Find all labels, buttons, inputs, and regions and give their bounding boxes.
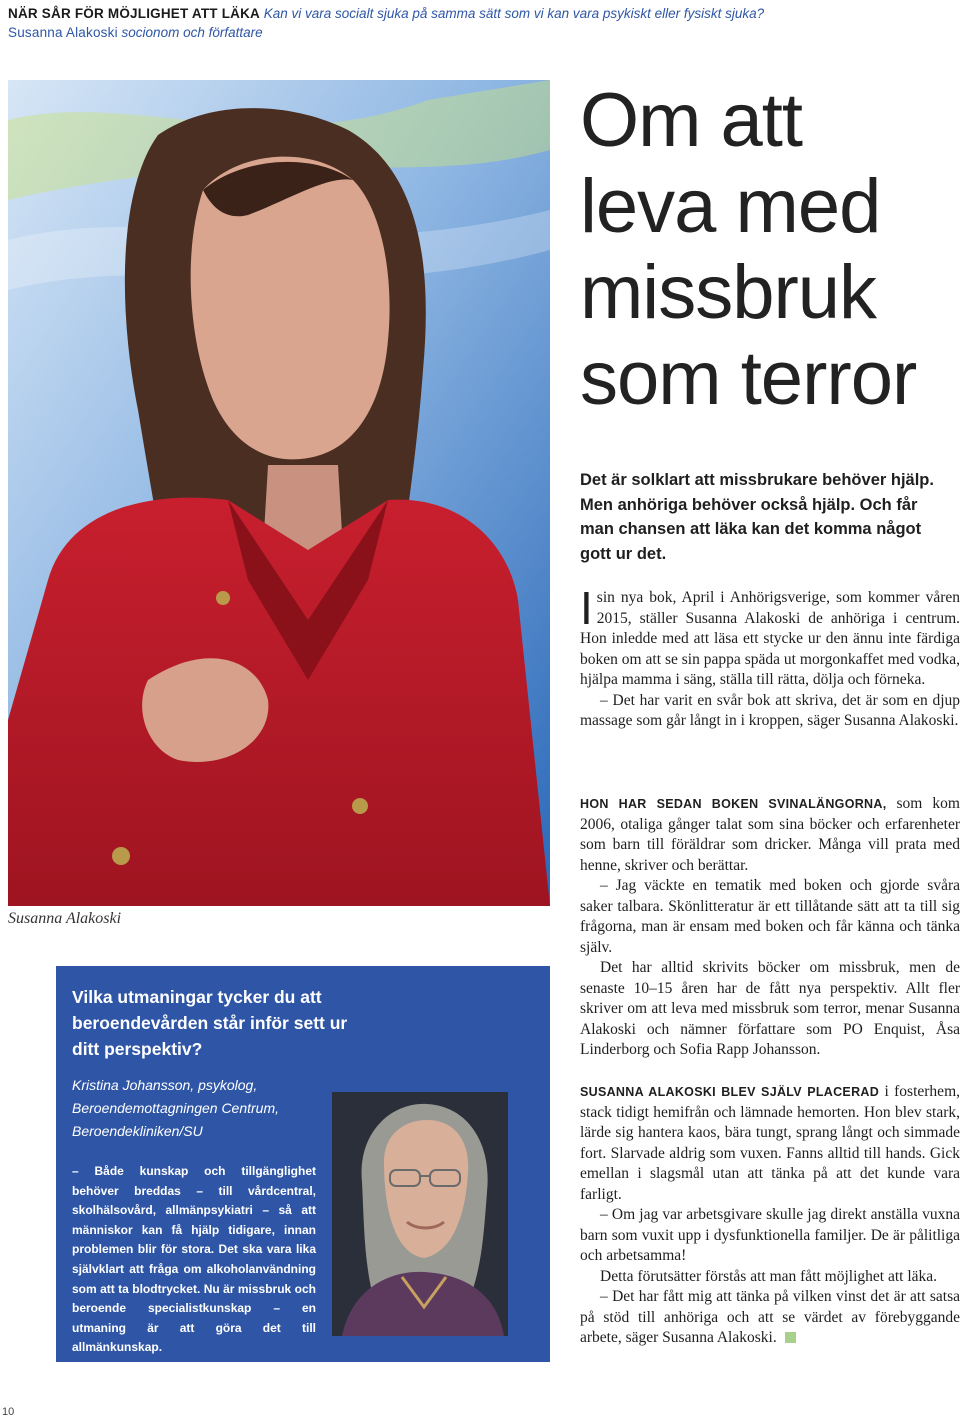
sidebar-answer: – Både kunskap och tillgänglighet behöver breddas – till vårdcentral, skolhälsovård, allmänpsykiatri – så att människor kan få hjälp tidigare, innan problemen blir för stora. Det ska vara lika självklart att fråga om alkoholanvändning som att ta blodtrycket. Nu är missbruk och beroende specialistkunskap – en utmaning är att göra det till allmänkunskap.: [72, 1164, 316, 1355]
paragraph-lead: HON HAR SEDAN BOKEN SVINALÄNGORNA,: [580, 797, 887, 811]
photo-caption: Susanna Alakoski: [8, 910, 122, 927]
author-name: Susanna Alakoski: [8, 25, 118, 40]
body-paragraph: – Jag väckte en tematik med boken och gjorde svåra saker talbara. Skönlitteratur är ett tillåtande sätt att ta till sig frågorna, man är ensam med boken och får känna och tänka själv.: [580, 877, 960, 956]
body-paragraph: Detta förutsätter förstås att man fått möjlighet att läka.: [600, 1267, 938, 1285]
body-paragraph: – Om jag var arbetsgivare skulle jag direkt anställa vuxna barn som vuxit upp i dysfunktionella familjer. De är pålitliga och arbetsamma!: [580, 1206, 960, 1264]
title-line: som terror: [580, 336, 917, 421]
sidebar-question-box: [56, 966, 550, 1362]
body-paragraph: Det har alltid skrivits böcker om missbruk, men de senaste 10–15 åren har de fått nya perspektiv. Allt fler skriver om att leva med missbruk som terror, menar Susanna Alakoski och nämner författare som PO Enquist, Åsa Linderborg och Sofia Rapp Johansson.: [580, 959, 960, 1058]
sidebar-portrait-photo: [332, 1092, 508, 1336]
title-line: Om att: [580, 78, 803, 163]
sidebar-question: Vilka utmaningar tycker du att beroendevården står inför sett ur ditt perspektiv?: [72, 987, 348, 1059]
section-question: Kan vi vara socialt sjuka på samma sätt som vi kan vara psykiskt eller fysiskt sjuka?: [263, 6, 765, 21]
page-number: 10: [2, 1406, 15, 1418]
article-title: [580, 78, 950, 422]
sidebar-person: [72, 1074, 322, 1143]
person-name: Kristina Johansson, psykolog,: [72, 1077, 258, 1093]
paragraph-lead: SUSANNA ALAKOSKI BLEV SJÄLV PLACERAD: [580, 1085, 880, 1099]
body-paragraph: – Det har fått mig att tänka på vilken vinst det är att satsa på stöd till anhöriga och att se värdet av förebyggande arbete, säger Susanna Alakoski.: [580, 1288, 960, 1346]
end-of-article-marker: [785, 1332, 796, 1343]
body-paragraph: Isin nya bok, April i Anhörigsverige, som kommer våren 2015, ställer Susanna Alakoski de anhöriga i centrum. Hon inledde med att läsa ett stycke ur den ännu inte färdiga boken om att se sin pappa späda ut morgonkaffet med vodka, hjälpa mamma i säng, ställa till rätta, dölja och förneka.: [580, 582, 960, 688]
page-header: [8, 4, 948, 42]
author-role: socionom och författare: [121, 25, 263, 40]
title-line: leva med: [580, 164, 881, 249]
main-portrait-photo: [8, 80, 550, 906]
article-body-top: [580, 582, 960, 732]
title-line: missbruk: [580, 250, 877, 335]
person-org: Beroendekliniken/SU: [72, 1123, 203, 1139]
person-org: Beroendemottagningen Centrum,: [72, 1100, 280, 1116]
article-ingress: Det är solklart att missbrukare behöver hjälp. Men anhöriga behöver också hjälp. Och får man chansen att läka kan det komma något gott ur det.: [580, 471, 934, 563]
drop-cap: I: [580, 582, 593, 634]
body-paragraph: – Det har varit en svår bok att skriva, det är som en djup massage som går långt in i kroppen, säger Susanna Alakoski.: [580, 691, 960, 729]
author-line: [8, 23, 948, 42]
article-body-middle: [580, 794, 960, 1061]
body-paragraph: SUSANNA ALAKOSKI BLEV SJÄLV PLACERAD i fosterhem, stack tidigt hemifrån och lämnade hemorten. Hon blev stark, lärde sig hantera kaos, bära tungt, sprang långt och simmade fort. Slarvade aldrig som vuxen. Fanns alltid till hands. Gick emellan i slagsmål utan att tänka på att det kunde vara farligt.: [580, 1083, 960, 1203]
article-body-bottom: [580, 1082, 960, 1349]
section-title: NÄR SÅR FÖR MÖJLIGHET ATT LÄKA: [8, 6, 260, 21]
body-paragraph: HON HAR SEDAN BOKEN SVINALÄNGORNA, som kom 2006, otaliga gånger talat som sina böcker och erfarenheter som barn till föräldrar som dricker. Många vill prata med henne, skriver och berättar.: [580, 795, 960, 874]
section-line: [8, 4, 948, 23]
